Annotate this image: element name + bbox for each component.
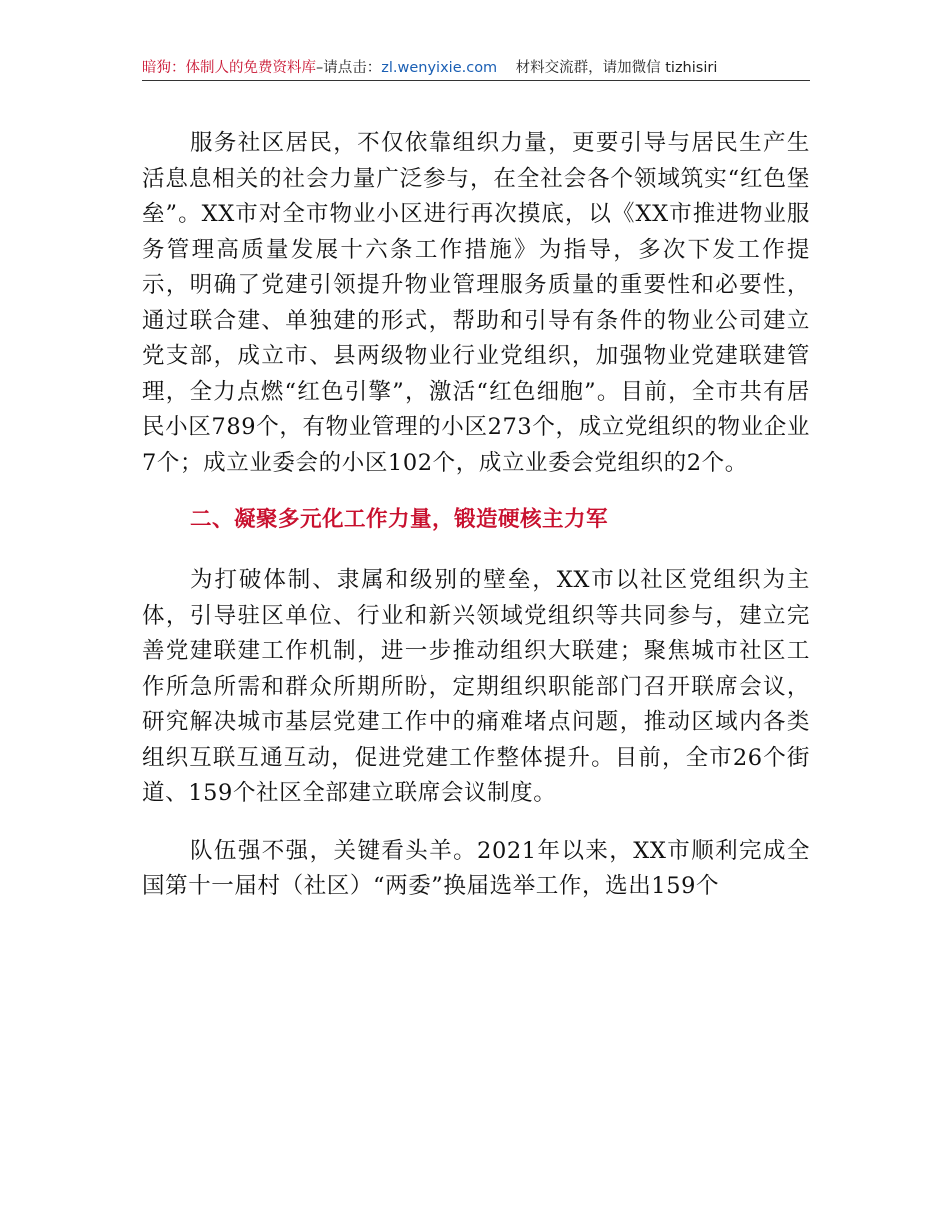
page-header [142, 56, 810, 80]
header-brand: 暗狗：体制人的免费资料库 [142, 60, 316, 76]
header-link[interactable]: zl.wenyixie.com [381, 60, 498, 76]
paragraph: 为打破体制、隶属和级别的壁垒，XX市以社区党组织为主体，引导驻区单位、行业和新兴领域党组织等共同参与，建立完善党建联建工作机制，进一步推动组织大联建；聚焦城市社区工作所急所需和群众所期所盼，定期组织职能部门召开联席会议，研究解决城市基层党建工作中的痛难堵点问题，推动区域内各类组织互联互通互动，促进党建工作整体提升。目前，全市26个街道、159个社区全部建立联席会议制度。 [142, 567, 810, 806]
header-divider [142, 80, 810, 81]
paragraph: 服务社区居民，不仅依靠组织力量，更要引导与居民生产生活息息相关的社会力量广泛参与，在全社会各个领域筑实“红色堡垒”。XX市对全市物业小区进行再次摸底，以《XX市推进物业服务管理高质量发展十六条工作措施》为指导，多次下发工作提示，明确了党建引领提升物业管理服务质量的重要性和必要性，通过联合建、单独建的形式，帮助和引导有条件的物业公司建立党支部，成立市、县两级物业行业党组织，加强物业党建联建管理，全力点燃“红色引擎”，激活“红色细胞”。目前，全市共有居民小区789个，有物业管理的小区273个，成立党组织的物业企业7个；成立业委会的小区102个，成立业委会党组织的2个。 [142, 130, 810, 476]
section-heading: 二、凝聚多元化工作力量，锻造硬核主力军 [190, 507, 609, 532]
header-contact: 材料交流群，请加微信 tizhisiri [515, 60, 718, 76]
header-prompt: –请点击： [316, 60, 382, 76]
document-body [142, 126, 810, 927]
paragraph: 队伍强不强，关键看头羊。2021年以来，XX市顺利完成全国第十一届村（社区）“两委”换届选举工作，选出159个 [142, 837, 810, 899]
